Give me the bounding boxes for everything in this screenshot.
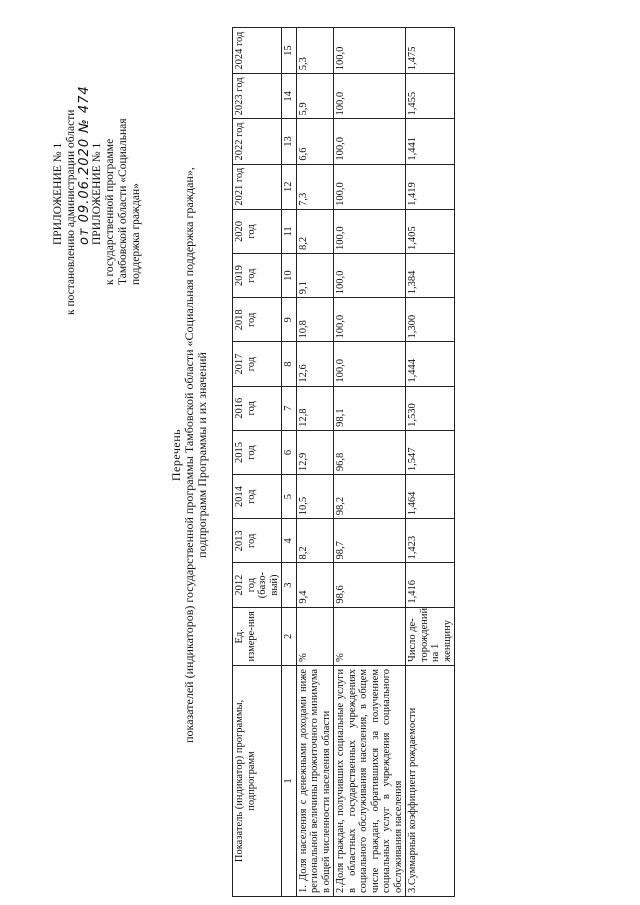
row-value: 1,300 (406, 298, 455, 342)
row-unit: % (296, 607, 334, 665)
row-value: 1,547 (406, 430, 455, 474)
column-number: 14 (282, 74, 297, 119)
appendix-line-1: ПРИЛОЖЕНИЕ № 1 (52, 142, 64, 245)
table-row (406, 28, 455, 897)
row-indicator: 3.Суммарный коэффициент рождаемости (406, 665, 455, 896)
title-heading: Перечень (169, 428, 183, 482)
row-value: 100,0 (334, 119, 406, 164)
column-number: 4 (282, 519, 297, 563)
row-value: 1,475 (406, 28, 455, 74)
column-number-row (282, 28, 297, 897)
row-value: 12,6 (296, 342, 334, 386)
header-year: 2014 год (233, 475, 282, 519)
appendix-block (52, 45, 143, 315)
column-number: 15 (282, 28, 297, 74)
row-value: 100,0 (334, 254, 406, 298)
indicators-table (232, 27, 455, 897)
row-value: 12,9 (296, 430, 334, 474)
row-value: 100,0 (334, 342, 406, 386)
row-value: 100,0 (334, 209, 406, 253)
row-unit: % (334, 607, 406, 665)
header-indicator: Показатель (индикатор) программы, подпрограмм (233, 665, 282, 896)
header-row (233, 28, 282, 897)
row-value: 1,405 (406, 209, 455, 253)
column-number: 10 (282, 254, 297, 298)
row-value: 1,530 (406, 386, 455, 430)
row-value: 10,5 (296, 475, 334, 519)
row-indicator: 1. Доля населения с денежными доходами ниже региональной величины прожиточного минимума в общей численности населения области (296, 665, 334, 896)
row-value: 9,4 (296, 563, 334, 607)
appendix-line-7: поддержка граждан» (130, 183, 142, 285)
row-value: 7,3 (296, 164, 334, 209)
row-value: 1,423 (406, 519, 455, 563)
appendix-line-4: ПРИЛОЖЕНИЕ № 1 (91, 142, 103, 245)
header-unit: Ед. измере-ния (233, 607, 282, 665)
row-value: 100,0 (334, 74, 406, 119)
header-year: 2022 год (233, 119, 282, 164)
row-value: 98,2 (334, 475, 406, 519)
column-number: 8 (282, 342, 297, 386)
title-line-2: показателей (индикаторов) государственной программы Тамбовской области «Социальная поддержка граждан», (182, 167, 196, 743)
header-year: 2019 год (233, 254, 282, 298)
row-value: 1,441 (406, 119, 455, 164)
row-value: 5,9 (296, 74, 334, 119)
row-value: 6,6 (296, 119, 334, 164)
table-row (334, 28, 406, 897)
header-year: 2015 год (233, 430, 282, 474)
header-year: 2016 год (233, 386, 282, 430)
handwritten-date-number: от 09.06.2020 № 474 (77, 85, 92, 245)
row-value: 1,455 (406, 74, 455, 119)
row-value: 100,0 (334, 298, 406, 342)
row-value: 1,464 (406, 475, 455, 519)
row-value: 5,3 (296, 28, 334, 74)
row-value: 1,419 (406, 164, 455, 209)
row-value: 8,2 (296, 209, 334, 253)
column-number: 3 (282, 563, 297, 607)
row-value: 1,384 (406, 254, 455, 298)
row-unit: Число де-торождений на 1 женщину (406, 607, 455, 665)
header-year: 2024 год (233, 28, 282, 74)
row-value: 98,7 (334, 519, 406, 563)
document-title (170, 125, 209, 785)
column-number: 12 (282, 164, 297, 209)
row-value: 8,2 (296, 519, 334, 563)
appendix-line-5: к государственной программе (104, 138, 116, 285)
column-number: 13 (282, 119, 297, 164)
column-number: 2 (282, 607, 297, 665)
row-value: 98,1 (334, 386, 406, 430)
row-indicator: 2.Доля граждан, получивших социальные услуги в областных государственных учреждениях социального обслуживания населения, в общем числе граждан, обратившихся за получением социальных услуг в учреждения социального обслуживания населения (334, 665, 406, 896)
appendix-line-2: к постановлению администрации области (65, 109, 77, 315)
table-row (296, 28, 334, 897)
row-value: 9,1 (296, 254, 334, 298)
row-value: 98,6 (334, 563, 406, 607)
column-number: 9 (282, 298, 297, 342)
header-year: 2018 год (233, 298, 282, 342)
header-year: 2021 год (233, 164, 282, 209)
row-value: 1,416 (406, 563, 455, 607)
column-number: 11 (282, 209, 297, 253)
appendix-line-6: Тамбовской области «Социальная (117, 118, 129, 285)
row-value: 10,8 (296, 298, 334, 342)
header-base-year: 2012 год (базо-вый) (233, 563, 282, 607)
column-number: 6 (282, 430, 297, 474)
row-value: 1,444 (406, 342, 455, 386)
header-year: 2020 год (233, 209, 282, 253)
column-number: 7 (282, 386, 297, 430)
header-year: 2013 год (233, 519, 282, 563)
row-value: 12,8 (296, 386, 334, 430)
header-year: 2023 год (233, 74, 282, 119)
row-value: 100,0 (334, 28, 406, 74)
row-value: 100,0 (334, 164, 406, 209)
header-year: 2017 год (233, 342, 282, 386)
title-line-3: подпрограмм Программы и их значений (195, 352, 209, 558)
column-number: 1 (282, 665, 297, 896)
row-value: 96,8 (334, 430, 406, 474)
column-number: 5 (282, 475, 297, 519)
